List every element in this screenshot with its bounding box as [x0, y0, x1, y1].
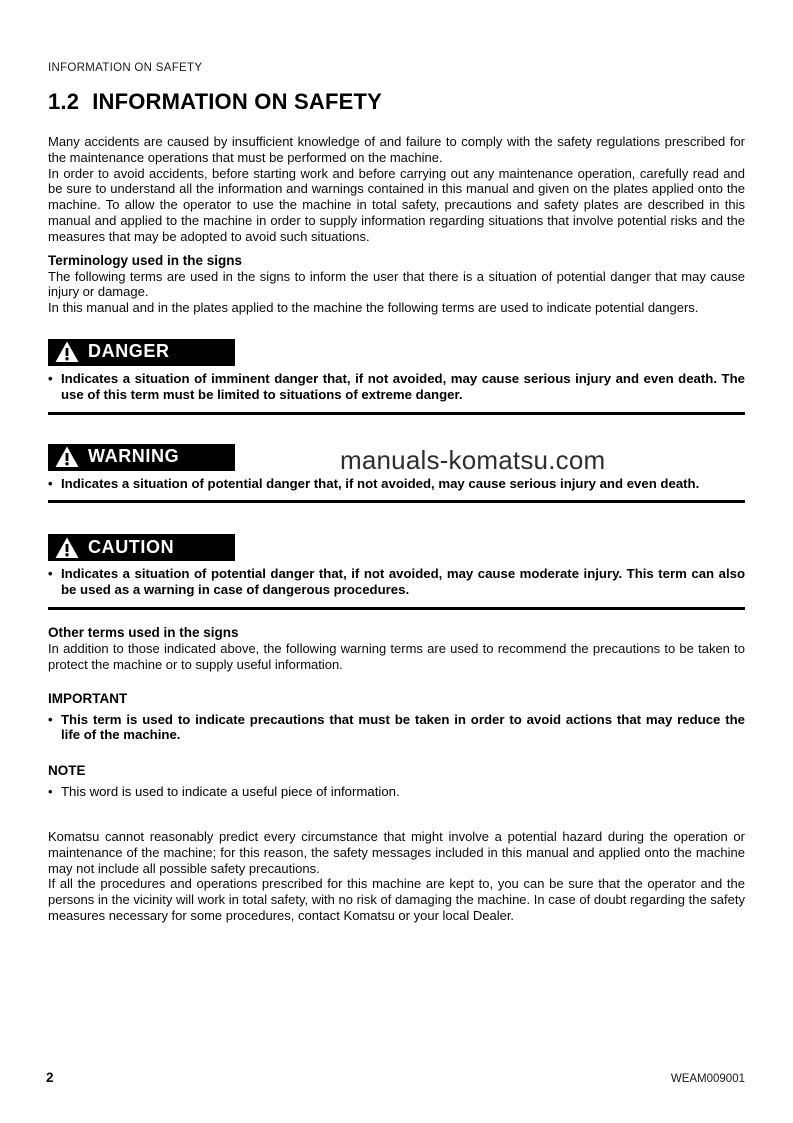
- caution-description: • Indicates a situation of potential danger that, if not avoided, may cause moderate injury. This term can also be used as a warning in case of dangerous procedures.: [48, 566, 745, 598]
- closing-paragraph-2: If all the procedures and operations prescribed for this machine are kept to, you can be sure that the operator and the persons in the vicinity will work in total safety, with no risk of damaging the machine. In case of doubt regarding the safety measures necessary for some procedures, contact Komatsu or your local Dealer.: [48, 876, 745, 923]
- terminology-paragraph-1: The following terms are used in the signs to inform the user that there is a situation of potential danger that may cause injury or damage.: [48, 268, 745, 300]
- bullet-icon: •: [48, 566, 53, 582]
- other-terms-paragraph: In addition to those indicated above, the following warning terms are used to recommend the precautions to be taken to protect the machine or to supply useful information.: [48, 640, 745, 672]
- other-terms-heading: Other terms used in the signs: [48, 624, 239, 640]
- warning-sign: [48, 444, 235, 471]
- section-divider: [48, 607, 745, 610]
- intro-paragraph-2: In order to avoid accidents, before starting work and before carrying out any maintenance operation, carefully read and be sure to understand all the information and warnings contained in this manual and given on the plates applied onto the machine. To allow the operator to use the machine in total safety, precautions and safety plates are described in this manual and applied to the machine in order to supply information regarding situations that involve potential risks and the measures that may be adopted to avoid such situations.: [48, 165, 745, 244]
- danger-label: DANGER: [88, 341, 170, 362]
- warning-triangle-icon: [55, 537, 79, 559]
- section-divider: [48, 412, 745, 415]
- footer-page-number: 2: [46, 1070, 54, 1085]
- section-divider: [48, 500, 745, 503]
- section-title-text: INFORMATION ON SAFETY: [92, 89, 382, 114]
- danger-sign: [48, 339, 235, 366]
- warning-label: WARNING: [88, 446, 180, 467]
- bullet-icon: •: [48, 784, 53, 800]
- footer-document-code: WEAM009001: [670, 1073, 745, 1085]
- page-title: [48, 89, 745, 115]
- danger-sign-row: [48, 339, 745, 366]
- caution-sign: [48, 534, 235, 561]
- important-description: • This term is used to indicate precautions that must be taken in order to avoid actions that may reduce the life of the machine.: [48, 711, 745, 743]
- danger-description: • Indicates a situation of imminent danger that, if not avoided, may cause serious injury and even death. The use of this term must be limited to situations of extreme danger.: [48, 370, 745, 402]
- warning-description: • Indicates a situation of potential danger that, if not avoided, may cause serious injury and even death.: [48, 475, 700, 491]
- closing-paragraph-1: Komatsu cannot reasonably predict every circumstance that might involve a potential hazard during the operation or maintenance of the machine; for this reason, the safety messages included in this manual and applied onto the machine may not include all possible safety precautions.: [48, 828, 745, 876]
- bullet-icon: •: [48, 370, 53, 386]
- warning-triangle-icon: [55, 446, 79, 468]
- note-description: • This word is used to indicate a useful piece of information.: [48, 784, 400, 800]
- caution-sign-row: [48, 534, 745, 561]
- important-heading: IMPORTANT: [48, 690, 128, 706]
- bullet-icon: •: [48, 711, 53, 727]
- warning-sign-row: [48, 444, 745, 475]
- terminology-heading: Terminology used in the signs: [48, 252, 243, 268]
- running-header: INFORMATION ON SAFETY: [48, 62, 203, 74]
- warning-triangle-icon: [55, 341, 79, 363]
- note-heading: NOTE: [48, 763, 86, 779]
- caution-label: CAUTION: [88, 536, 175, 557]
- terminology-paragraph-2: In this manual and in the plates applied to the machine the following terms are used to indicate potential dangers.: [48, 300, 699, 316]
- section-number: 1.2: [48, 89, 80, 114]
- intro-paragraph-1: Many accidents are caused by insufficient knowledge of and failure to comply with the safety regulations prescribed for the maintenance operations that must be performed on the machine.: [48, 134, 745, 165]
- watermark-text: manuals-komatsu.com: [340, 444, 606, 475]
- bullet-icon: •: [48, 475, 53, 491]
